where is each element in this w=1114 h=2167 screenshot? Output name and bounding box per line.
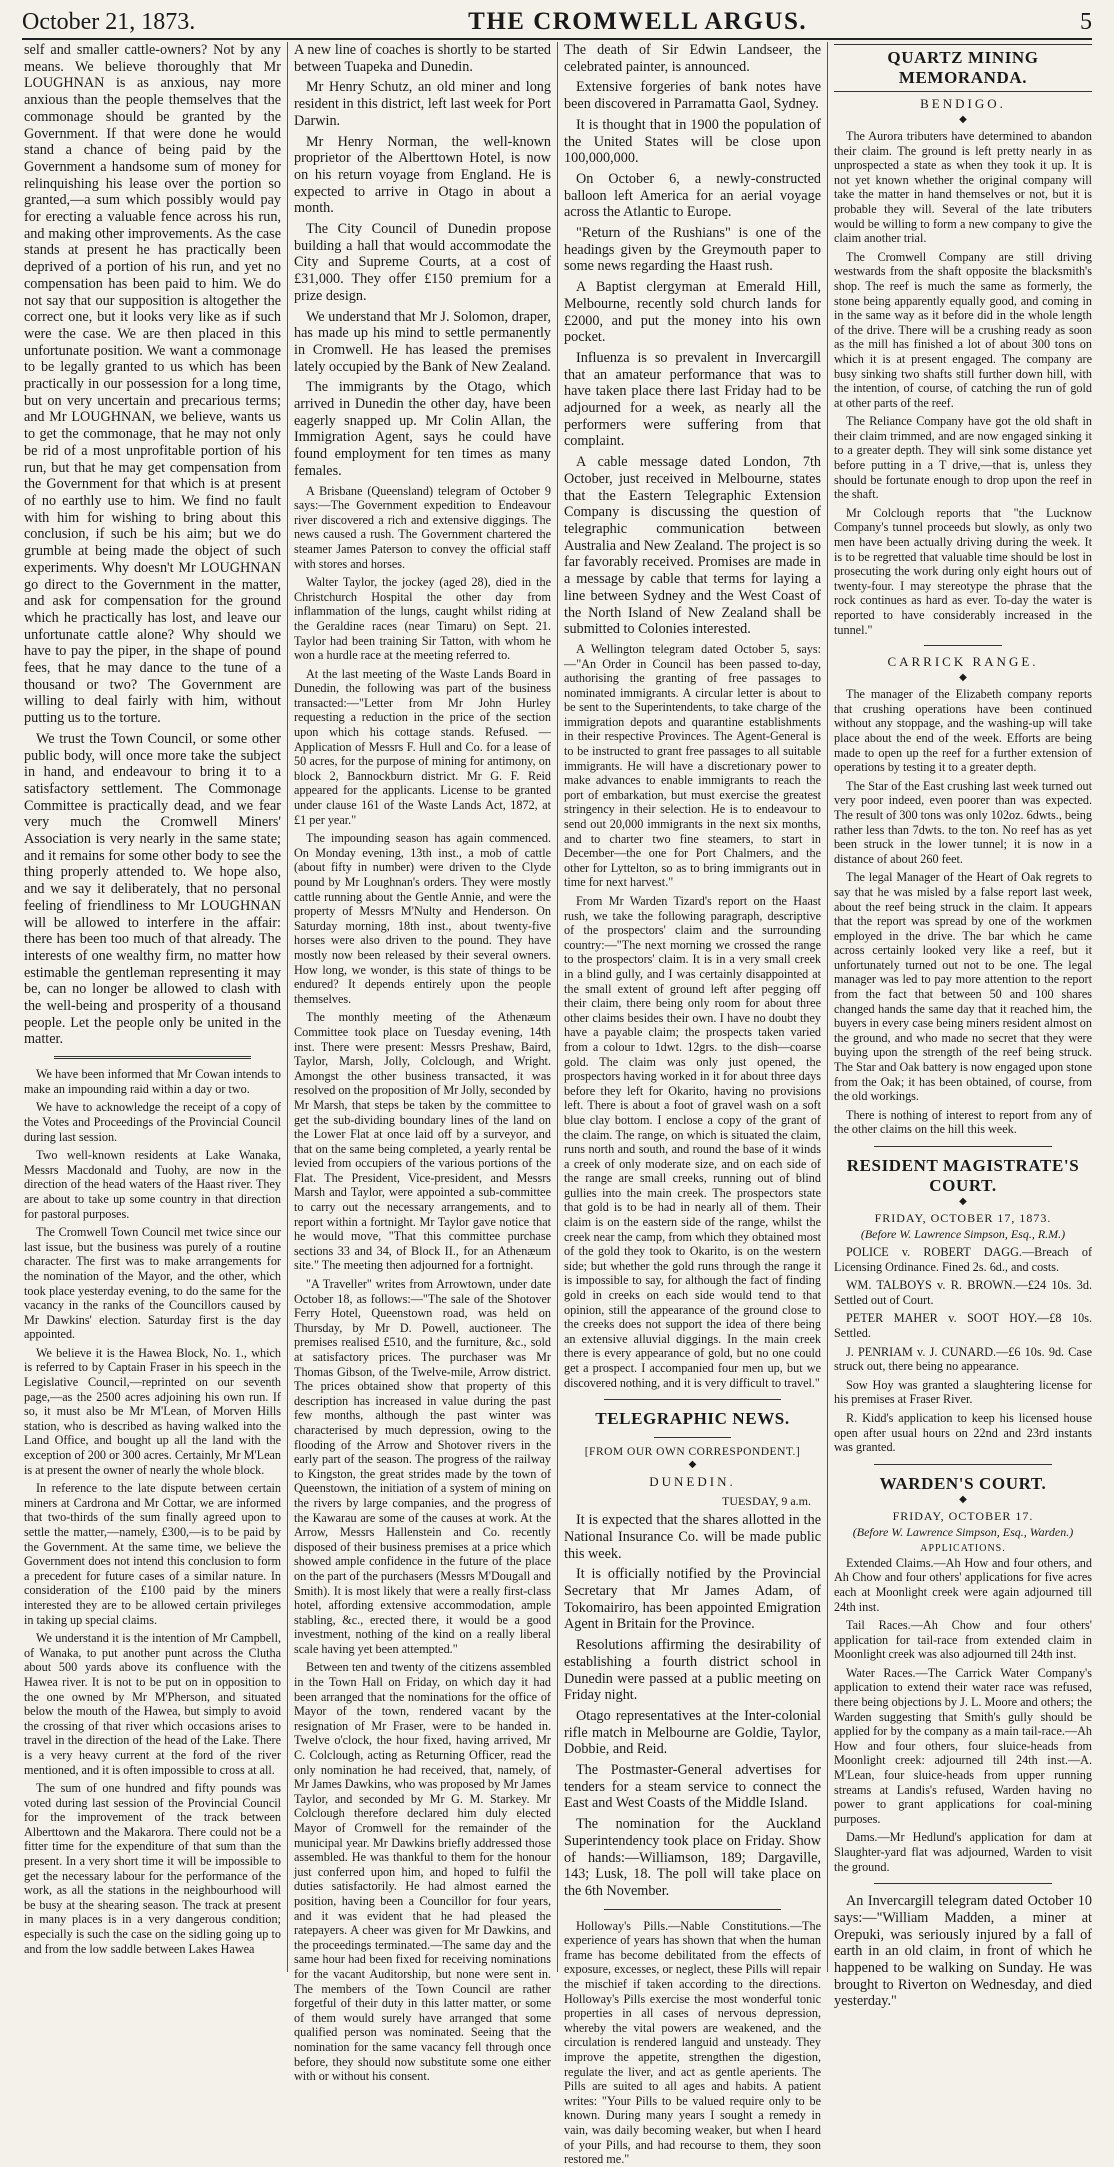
divider bbox=[924, 645, 1002, 646]
subheading-carrick-range: CARRICK RANGE. bbox=[887, 654, 1039, 670]
news-item: We understand it is the intention of Mr Campbell, of Wanaka, to put another punt across the Clutha about 500 yards above its confluence with the Hawea river. It is not to be put on in opposition to the one owned by Mr M'Pherson, and situated below the mouth of the Hawea, but simply to avoid the crossing of that river which occasions arises to travel in the direction of the head of the Lake. There is a very heavy current at the ford of the river mentioned, and it is often impossible to cross at all. bbox=[24, 1631, 281, 1777]
news-item: Walter Taylor, the jockey (aged 28), died in the Christchurch Hospital the other day from inflammation of the lungs, caught whilst riding at the Geraldine races (near Timaru) on Sept. 21. Taylor had been training Sir Tatton, with whom he won a hurdle race at the meeting referred to. bbox=[294, 575, 551, 663]
news-item: A new line of coaches is shortly to be started between Tuapeka and Dunedin. bbox=[294, 42, 551, 75]
news-item: A Brisbane (Queensland) telegram of October 9 says:—The Government expedition to Endeavour river discovered a rich and extensive diggings. The news caused a rush. The Government chartered the steamer James Paterson to convey the official staff with stores and horses. bbox=[294, 483, 551, 571]
news-item: Two well-known residents at Lake Wanaka, Messrs Macdonald and Tuohy, are now in the direction of the head waters of the Haast river. They are about to take up some country in that direction for pastoral purposes. bbox=[24, 1148, 281, 1221]
ornament-icon: ◆ bbox=[959, 672, 967, 684]
news-item: The City Council of Dunedin propose building a hall that would accommodate the City and Supreme Courts, at a cost of £31,000. They offer £150 premium for a prize design. bbox=[294, 221, 551, 304]
court-case: WM. TALBOYS v. R. BROWN.—£24 10s. 3d. Settled out of Court. bbox=[834, 1278, 1092, 1307]
divider bbox=[654, 1437, 731, 1438]
dateline-dunedin: DUNEDIN. bbox=[649, 1474, 736, 1490]
court-presiding: (Before W. Lawrence Simpson, Esq., R.M.) bbox=[860, 1227, 1066, 1241]
news-item: We believe it is the Hawea Block, No. 1., which is referred to by Captain Fraser in his speech in the Legislative Council,—reprinted on our seventh page,—as the 2500 acres adjoining his own run. If so, it must also be Mr M'Lean, of Morven Hills station, who is described as having walked into the Land Office, and bought up all the land with the exception of 200 or 300 acres. Certainly, Mr M'Lean is at present the owner of nearly the whole block. bbox=[24, 1345, 281, 1477]
mining-report: There is nothing of interest to report from any of the other claims on the hill this week. bbox=[834, 1107, 1092, 1137]
column-2 bbox=[288, 42, 558, 2084]
ornament-icon: ◆ bbox=[959, 114, 967, 125]
news-item: The impounding season has again commenced. On Monday evening, 13th inst., a mob of cattle (about fifty in number) were driven to the Clyde pound by Mr Loughnan's orders. They were mostly cattle running about the Gentle Annie, and were the property of Messrs M'Nulty and Henderson. On Saturday morning, 18th inst., about twenty-five horses were also driven to the pound. They have mostly now been released by their several owners. How long, we wonder, is this state of things to be endured? It depends entirely upon the people themselves. bbox=[294, 831, 551, 1006]
court-date: FRIDAY, OCTOBER 17, 1873. bbox=[874, 1211, 1052, 1225]
news-item: Extensive forgeries of bank notes have been discovered in Parramatta Gaol, Sydney. bbox=[564, 79, 821, 113]
telegraphic-news-heading: TELEGRAPHIC NEWS. bbox=[595, 1409, 790, 1429]
news-item: The death of Sir Edwin Landseer, the celebrated painter, is announced. bbox=[564, 42, 821, 75]
news-item: A Wellington telegram dated October 5, says:—"An Order in Council has been passed to-day, authorising the granting of free passages to nominated immigrants. A circular letter is about to be sent to the Superintendents, to take charge of the immigration depots and quarantine establishments in their respective Provinces. The Agent-General is to be instructed to grant free passages to all suitable immigrants. He will have a discretionary power to make advances to enable immigrants to reach the port of embarkation, but must exercise the greatest stringency in their selection. He is to endeavour to send out 20,000 immigrants in the next six months, and to charter two fine steamers, to start in December—the one for Port Chalmers, and the other for Lyttelton, so as to bring immigrants out in time for next harvest." bbox=[564, 641, 821, 890]
divider bbox=[604, 1909, 781, 1910]
court-application: Water Races.—The Carrick Water Company's application to extend their water race was refused, there being objections by J. L. Moore and others; the Warden suggesting that Smith's gully should be applied for by the company as a main tail-race.—Ah How and four others, four sluice-heads from Moonlight creek: adjourned till 24th inst.—A. M'Lean, four sluice-heads from upper running streams at Landis's refused, Warden having no power to grant applications for coal-mining purposes. bbox=[834, 1665, 1092, 1826]
editorial-paragraph: We trust the Town Council, or some other public body, will once more take the subject in hand, and endeavour to bring it to a satisfactory settlement. The Commonage Committee is practically dead, and we fear very much the Cromwell Miners' Association is very nearly in the same state; and it remains for some other body to see the thing properly attended to. We hope also, and we say it deliberately, that no personal feeling of friendliness to Mr LOUGHNAN will be allowed to interfere in the affair: there has been too much of that already. The interests of one wealthy firm, no matter how estimable the gentleman representing it may be, can no longer be allowed to clash with the well-being and prosperity of a thousand people. Let the people only be united in the matter. bbox=[24, 730, 281, 1048]
news-item: Influenza is so prevalent in Invercargill that an amateur performance that was to have taken place there last Friday had to be adjourned for a week, as nearly all the performers were suffering from that complaint. bbox=[564, 349, 821, 450]
quartz-mining-heading: QUARTZ MINING MEMORANDA. bbox=[834, 44, 1092, 92]
column-1 bbox=[18, 42, 288, 1972]
mining-report: The Star of the East crushing last week turned out very poor indeed, even poorer than was expected. The result of 300 tons was only 102oz. 6dwts., being rather less than 7dwts. to the ton. No reef has as yet been struck in the lower tunnel; it is now in a distance of about 260 feet. bbox=[834, 778, 1092, 866]
newspaper-title: THE CROMWELL ARGUS. bbox=[468, 8, 808, 35]
masthead bbox=[22, 6, 1092, 40]
ornament-icon: ◆ bbox=[959, 1493, 967, 1505]
news-item: Mr Henry Norman, the well-known proprietor of the Alberttown Hotel, is now on his return voyage from England. He is expected to arrive in Otago in about a month. bbox=[294, 133, 551, 217]
court-application: Tail Races.—Ah Chow and four others' application for tail-race from extended claim in Moonlight creek was also adjourned till 24th inst. bbox=[834, 1618, 1092, 1662]
page-number: 5 bbox=[1080, 8, 1092, 35]
court-application: Dams.—Mr Hedlund's application for dam at Slaughter-yard flat was adjourned, Warden to visit the ground. bbox=[834, 1830, 1092, 1874]
news-item: The sum of one hundred and fifty pounds was voted during last session of the Provincial Council for the improvement of the track between Alberttown and the Makarora. There could not be a fitter time for the expenditure of that sum than the present. In a very short time it will be impossible to get the necessary labour for the performance of the work, as all the stations in the neighbourhood will be busy at the shearing season. The track at present in many places is in a very dangerous condition; especially is such the case on the sidling going up to and from the low saddle between Lakes Hawea bbox=[24, 1781, 281, 1956]
news-item: The monthly meeting of the Athenæum Committee took place on Tuesday evening, 14th inst. There were present: Messrs Preshaw, Baird, Taylor, Marsh, Jolly, Colclough, and Wright. Amongst the other business transacted, it was resolved on the proposition of Mr Jolly, seconded by Mr Marsh, that steps be taken by the committee to get the sub-dividing boundary lines of the land on the Lower Flat at once laid off by a surveyor, and that on the same being completed, a yearly rental be levied from occupiers of the various portions of the Flat. The President, Vice-president, and Messrs Marsh and Taylor, were appointed a sub-committee to carry out the necessary arrangements, and to report within a fortnight. Mr Taylor gave notice that he would move, "That this committee purchase sections 33 and 34, of Block II., for an Athenæum site." The meeting then adjourned for a fortnight. bbox=[294, 1010, 551, 1273]
mining-report: Mr Colclough reports that "the Lucknow Company's tunnel proceeds but slowly, as only two men have been actually driving during the week. It is to be regretted that valuable time should be lost in prosecuting the work during only eight hours out of twenty-four. I may stereotype the phrase that the rock continues as hard as ever. To-day the water is reported to have considerably increased in the tunnel." bbox=[834, 505, 1092, 637]
news-item: A cable message dated London, 7th October, just received in Melbourne, states that the Eastern Telegraphic Extension Company is discussing the question of telegraphic communication between Australia and New Zealand. The project is so far favorably received. Promises are made in a message by cable that terms for laying a line between Sydney and the West Coast of the North Island of New Zealand shall be submitted to Colonies interested. bbox=[564, 454, 821, 638]
news-item: The immigrants by the Otago, which arrived in Dunedin the other day, have been eagerly snapped up. Mr Colin Allan, the Immigration Agent, says he could have found employment for ten times as many females. bbox=[294, 379, 551, 479]
telegram-item: It is officially notified by the Provincial Secretary that Mr James Adam, of Tokomairiro, has been appointed Emigration Agent in Britain for the Province. bbox=[564, 1566, 821, 1633]
news-item: At the last meeting of the Waste Lands Board in Dunedin, the following was part of the business transacted:—"Letter from Mr John Hurley requesting a reduction in the price of the section upon which his cottage stands. Refused. —Application of Messrs F. Hull and Co. for a lease of 50 acres, for the purpose of mining for antimony, on block 2, Bannockburn district. Mr G. F. Reid appeared for the applicants. License to be granted under clause 161 of the Waste Lands Act, 1872, at £1 per year." bbox=[294, 666, 551, 827]
divider bbox=[874, 1883, 1052, 1884]
divider bbox=[874, 1146, 1052, 1147]
court-case: J. PENRIAM v. J. CUNARD.—£6 10s. 9d. Case struck out, there being no appearance. bbox=[834, 1344, 1092, 1374]
resident-magistrates-court-heading: RESIDENT MAGISTRATE'S COURT. bbox=[846, 1156, 1080, 1195]
editorial-paragraph: self and smaller cattle-owners? Not by any means. We believe thoroughly that Mr LOUGHNAN is as anxious, nay more anxious than the people themselves that the commonage should be granted by the Government. If that were done he would stand a chance of being paid by the Government a handsome sum of money for relinquishing his lease over the portion so granted,—a sum which possibly would pay for erecting a valuable fence across his run, and making other improvements. As the case stands at present he has practically been deprived of a portion of his run, and yet no compensation has been paid to him. We do not say that our supposition is altogether the correct one, but it looks very like as if such were the case. We are then placed in this unfortunate position. We want a commonage to be legally granted to us which has been practically in our possession for a long time, but on very uncertain and precarious terms; and Mr LOUGHNAN, we believe, wants us to get the commonage, that he may not only be rid of a most unprofitable portion of his run, but that he may get compensation from the Government for that which is at present of no earthly use to him. We find no fault with him for wishing to bring about this conclusion, if such be his aim; but we do grumble at being made the object of such experiments. Why doesn't Mr LOUGHNAN go direct to the Government in the matter, and ask for compensation for the ground which he practically has lost, and leave our unfortunate cattle alone? Why should we have to pay the piper, in the shape of pound fees, that he may dance to the tune of a thousand or two? The Government are willing to deal fairly with him, without putting us to the torture. bbox=[24, 42, 281, 727]
mining-report: The manager of the Elizabeth company reports that crushing operations have been continued without any stoppage, and the washing-up will take place about the end of the week. Efforts are being made to open up the reef for a further extension of operations by testing it to a greater depth. bbox=[834, 687, 1092, 775]
correspondent-line: [FROM OUR OWN CORRESPONDENT.] bbox=[584, 1446, 801, 1459]
court-case: R. Kidd's application to keep his licensed house open after usual hours on 22nd and 23rd instants was granted. bbox=[834, 1410, 1092, 1455]
column-4 bbox=[828, 42, 1098, 2010]
issue-date: October 21, 1873. bbox=[22, 8, 196, 35]
court-case: PETER MAHER v. SOOT HOY.—£8 10s. Settled. bbox=[834, 1311, 1092, 1340]
divider bbox=[604, 1399, 781, 1400]
advertisement: Holloway's Pills.—Nable Constitutions.—The experience of years has shown that when the human frame has become debilitated from the effects of exposure, excesses, or neglect, these Pills will repair the mischief if taken according to the directions. Holloway's Pills exercise the most wonderful tonic properties in all cases of nervous depression, whereby the vital powers are weakened, and the circulation is rendered languid and unsteady. They improve the appetite, strengthen the digestion, regulate the liver, and act as gentle aperients. The Pills are suited to all ages and habits. A patient writes: "Your Pills to be valued require only to be known. During many years I sought a remedy in vain, was daily becoming weaker, but when I heard of your Pills, and had recourse to them, they soon restored me." bbox=[564, 1918, 821, 2167]
court-application: Extended Claims.—Ah How and four others, and Ah Chow and four others' applications for five acres each at Moonlight creek were again adjourned till 24th inst. bbox=[834, 1555, 1092, 1614]
news-item: We have been informed that Mr Cowan intends to make an impounding raid within a day or two. bbox=[24, 1067, 281, 1096]
news-item: Between ten and twenty of the citizens assembled in the Town Hall on Friday, on which day it had been arranged that the nominations for the office of Mayor of the town, rendered vacant by the resignation of Mr Fraser, were to be handed in. Twelve o'clock, the hour fixed, having arrived, Mr C. Colclough, acting as Returning Officer, read the only nomination he had received, that, namely, of Mr James Dawkins, who was proposed by Mr James Taylor, and seconded by Mr G. M. Starkey. Mr Colclough therefore declared him duly elected Mayor of Cromwell for the remainder of the municipal year. Mr Dawkins briefly addressed those assembled. He was thankful to them for the honour just conferred upon him, and hoped to fulfil the duties satisfactorily. He had almost earned the position, having been a Councillor for four years, and it was evident that he had pleased the ratepayers. A cheer was given for Mr Dawkins, and the proceedings terminated.—The same day and the same hour had been fixed for receiving nominations for the vacant Auditorship, but none were sent in. The members of the Town Council are rather forgetful of their duty in this latter matter, or some of them would surely have arranged that some qualified person was nominated. Seeing that the nomination for the same vacancy fell through once before, they should now substitute some one either with or without his consent. bbox=[294, 1660, 551, 2084]
ornament-icon: ◆ bbox=[688, 1459, 697, 1471]
news-item: An Invercargill telegram dated October 10 says:—"William Madden, a miner at Orepuki, was seriously injured by a fall of earth in an old claim, in front of which he happened to be walking on Sunday. He was brought to Riverton on Wednesday, and died yesterday." bbox=[834, 1893, 1092, 2010]
news-item: A Baptist clergyman at Emerald Hill, Melbourne, recently sold church lands for £2000, and put the money into his own pocket. bbox=[564, 279, 821, 346]
news-item: The Cromwell Town Council met twice since our last issue, but the business was purely of a routine character. The first was to make arrangements for the nomination of the Mayor, and the other, which took place yesterday evening, to do the same for the vacancy in the ranks of the Councillors caused by Mr Dawkins' election. Saturday first is the day appointed. bbox=[24, 1225, 281, 1342]
telegram-item: It is expected that the shares allotted in the National Insurance Co. will be made public this week. bbox=[564, 1512, 821, 1562]
news-item: We have to acknowledge the receipt of a copy of the Votes and Proceedings of the Provincial Council during last session. bbox=[24, 1100, 281, 1144]
ornament-icon: ◆ bbox=[959, 1196, 967, 1207]
court-date: FRIDAY, OCTOBER 17. bbox=[892, 1508, 1034, 1523]
dateline-time: TUESDAY, 9 a.m. bbox=[721, 1494, 811, 1509]
court-presiding: (Before W. Lawrence Simpson, Esq., Warden.) bbox=[852, 1524, 1074, 1539]
court-case: POLICE v. ROBERT DAGG.—Breach of Licensing Ordinance. Fined 2s. 6d., and costs. bbox=[834, 1245, 1092, 1274]
news-item: On October 6, a newly-constructed balloon left America for an aerial voyage across the Atlantic to Europe. bbox=[564, 170, 821, 221]
divider bbox=[54, 1056, 251, 1059]
wardens-court-heading: WARDEN'S COURT. bbox=[879, 1473, 1047, 1493]
divider bbox=[874, 1464, 1052, 1465]
news-item: From Mr Warden Tizard's report on the Haast rush, we take the following paragraph, descriptive of the prospectors' claim and the surrounding country:—"The next morning we crossed the range to the prospectors' claim. It is in a very small creek in a blind gully, and I was certainly disappointed at the small extent of ground left after pegging off their claim, there being only room for about three other claims besides their own. I have no doubt they have a payable claim; the prospects taken varied from a colour to 1dwt. 12grs. to the dish—coarse gold. The claim was only just opened, the prospectors having worked in it for about three days before they left for Okarito, having no provisions left. There is about a foot of gravel wash on a soft blue clay bottom. I enclose a copy of the grant of the claim. The range, on which is situated the claim, runs north and south, and round the base of it winds a creek of only moderate size, and on each side of the range are small creeks, running out of blind gullies into the main creek. The prospectors state that gold is to be had in nearly all of them. Their claim is on the eastern side of the range, whilst the creek near the camp, from which they obtained most of the gold they took to Okarito, is on the western side; but whether the gold runs through the range it is impossible to say, for although the fact of finding gold in creeks on each side would tend to that opinion, still the appearance of the ground close to the creeks does not support the idea of there being an extensive alluvial diggings. In the main creek there is every appearance of gold, but no one could get a prospect. I accompanied four men up, but we discovered nothing, and it is very difficult to travel." bbox=[564, 894, 821, 1390]
news-item: "A Traveller" writes from Arrowtown, under date October 18, as follows:—"The sale of the Shotover Ferry Hotel, Queenstown road, was held on Thursday, by Mr D. Powell, auctioneer. The premises realised £510, and the furniture, &c., sold at satisfactory prices. The purchaser was Mr Thomas Gibson, of the Twelve-mile, Arrow district. The prices obtained show that property of this description has increased in value during the past few months, although the past winter was characterised by much depression, owing to the flooding of the Arrow and Shotover rivers in the early part of the season. The progress of the railway to Kingston, the great strides made by the town of Queenstown, the initiation of a system of mining on the rivers by large companies, and the progress of the Kawarau are some of the causes at work. At the Arrow, Messrs Hallenstein and Co. recently disposed of their business premises at a price which showed ample confidence in the future of the place on the part of the purchasers (Messrs M'Dougall and Smith). It is most likely that were a really first-class hotel, affording extensive accommodation, ample stabling, &c., erected there, it would be a good investment, nothing of the kind on a really liberal scale having yet been attempted." bbox=[294, 1277, 551, 1656]
court-case: Sow Hoy was granted a slaughtering license for his premises at Fraser River. bbox=[834, 1377, 1092, 1407]
news-item: "Return of the Rushians" is one of the headings given by the Greymouth paper to some news regarding the Haast rush. bbox=[564, 225, 821, 275]
mining-report: The Aurora tributers have determined to abandon their claim. The ground is left pretty nearly in as unprospected a state as when they took it up. It is not yet known whether the original company will take the matter in hand themselves or not, but it is probable they will. Several of the late tributers would be willing to form a new company to give the claim another trial. bbox=[834, 129, 1092, 246]
applications-subheading: APPLICATIONS. bbox=[920, 1542, 1006, 1554]
article-columns bbox=[18, 42, 1098, 2167]
news-item: Mr Henry Schutz, an old miner and long resident in this district, left last week for Port Darwin. bbox=[294, 79, 551, 129]
news-item: It is thought that in 1900 the population of the United States will be close upon 100,000,000. bbox=[564, 116, 821, 167]
column-3 bbox=[558, 42, 828, 2167]
news-item: In reference to the late dispute between certain miners at Cardrona and Mr Cottar, we are informed that two-thirds of the sum finally agreed upon to settle the matter,—namely, £300,—is to be paid by the Government. At the same time, we believe the Government does not intend this conclusion to form a precedent for future cases of a similar nature. In consideration of the £100 paid by the miners interested they are to be allowed certain privileges in taking up special claims. bbox=[24, 1481, 281, 1627]
telegram-item: The nomination for the Auckland Superintendency took place on Friday. Show of hands:—Williamson, 189; Dargaville, 143; Lusk, 18. The poll will take place on the 6th November. bbox=[564, 1816, 821, 1899]
telegram-item: Otago representatives at the Inter-colonial rifle match in Melbourne are Goldie, Taylor, Dobbie, and Reid. bbox=[564, 1707, 821, 1758]
telegram-item: The Postmaster-General advertises for tenders for a steam service to connect the East and West Coasts of the Middle Island. bbox=[564, 1762, 821, 1812]
telegram-item: Resolutions affirming the desirability of establishing a fourth district school in Dunedin were passed at a public meeting on Friday night. bbox=[564, 1637, 821, 1704]
mining-report: The Reliance Company have got the old shaft in their claim trimmed, and are now engaged sinking it to a greater depth. They will sink some distance yet before putting in a T drive,—that is, unless they should be fortunate enough to drop upon the reef in the shaft. bbox=[834, 414, 1092, 502]
mining-report: The Cromwell Company are still driving westwards from the shaft opposite the blacksmith's shop. The reef is much the same as formerly, the stone being apparently equally good, and coming in in the same way as it before did in the whole length of the drive. There will be a crushing ready as soon as the mill has finished a lot of about 300 tons on which it is at present engaged. The company are busy sinking two shafts still further down hill, with the intention, of course, of catching the run of gold at other parts of the reef. bbox=[834, 249, 1092, 410]
subheading-bendigo: BENDIGO. bbox=[920, 96, 1006, 111]
mining-report: The legal Manager of the Heart of Oak regrets to say that he was misled by a false report last week, about the reef being struck in the claim. It appears that the report was spread by one of the workmen employed in the drive. The bar which he came across certainly looked very like a reef, but it unfortunately turned out not to be one. The legal manager was led to pay more attention to the report from the fact that between 50 and 100 shares changed hands the same day that it reached him, the buyers in every case being miners resident almost on the ground, and who made no secret that they were buying upon the strength of the reef being struck. The Star and Oak battery is now engaged upon stone from the Oak; it has been obtained, of course, from the old workings. bbox=[834, 870, 1092, 1104]
news-item: We understand that Mr J. Solomon, draper, has made up his mind to settle permanently in Cromwell. He has leased the premises lately occupied by the Bank of New Zealand. bbox=[294, 308, 551, 375]
